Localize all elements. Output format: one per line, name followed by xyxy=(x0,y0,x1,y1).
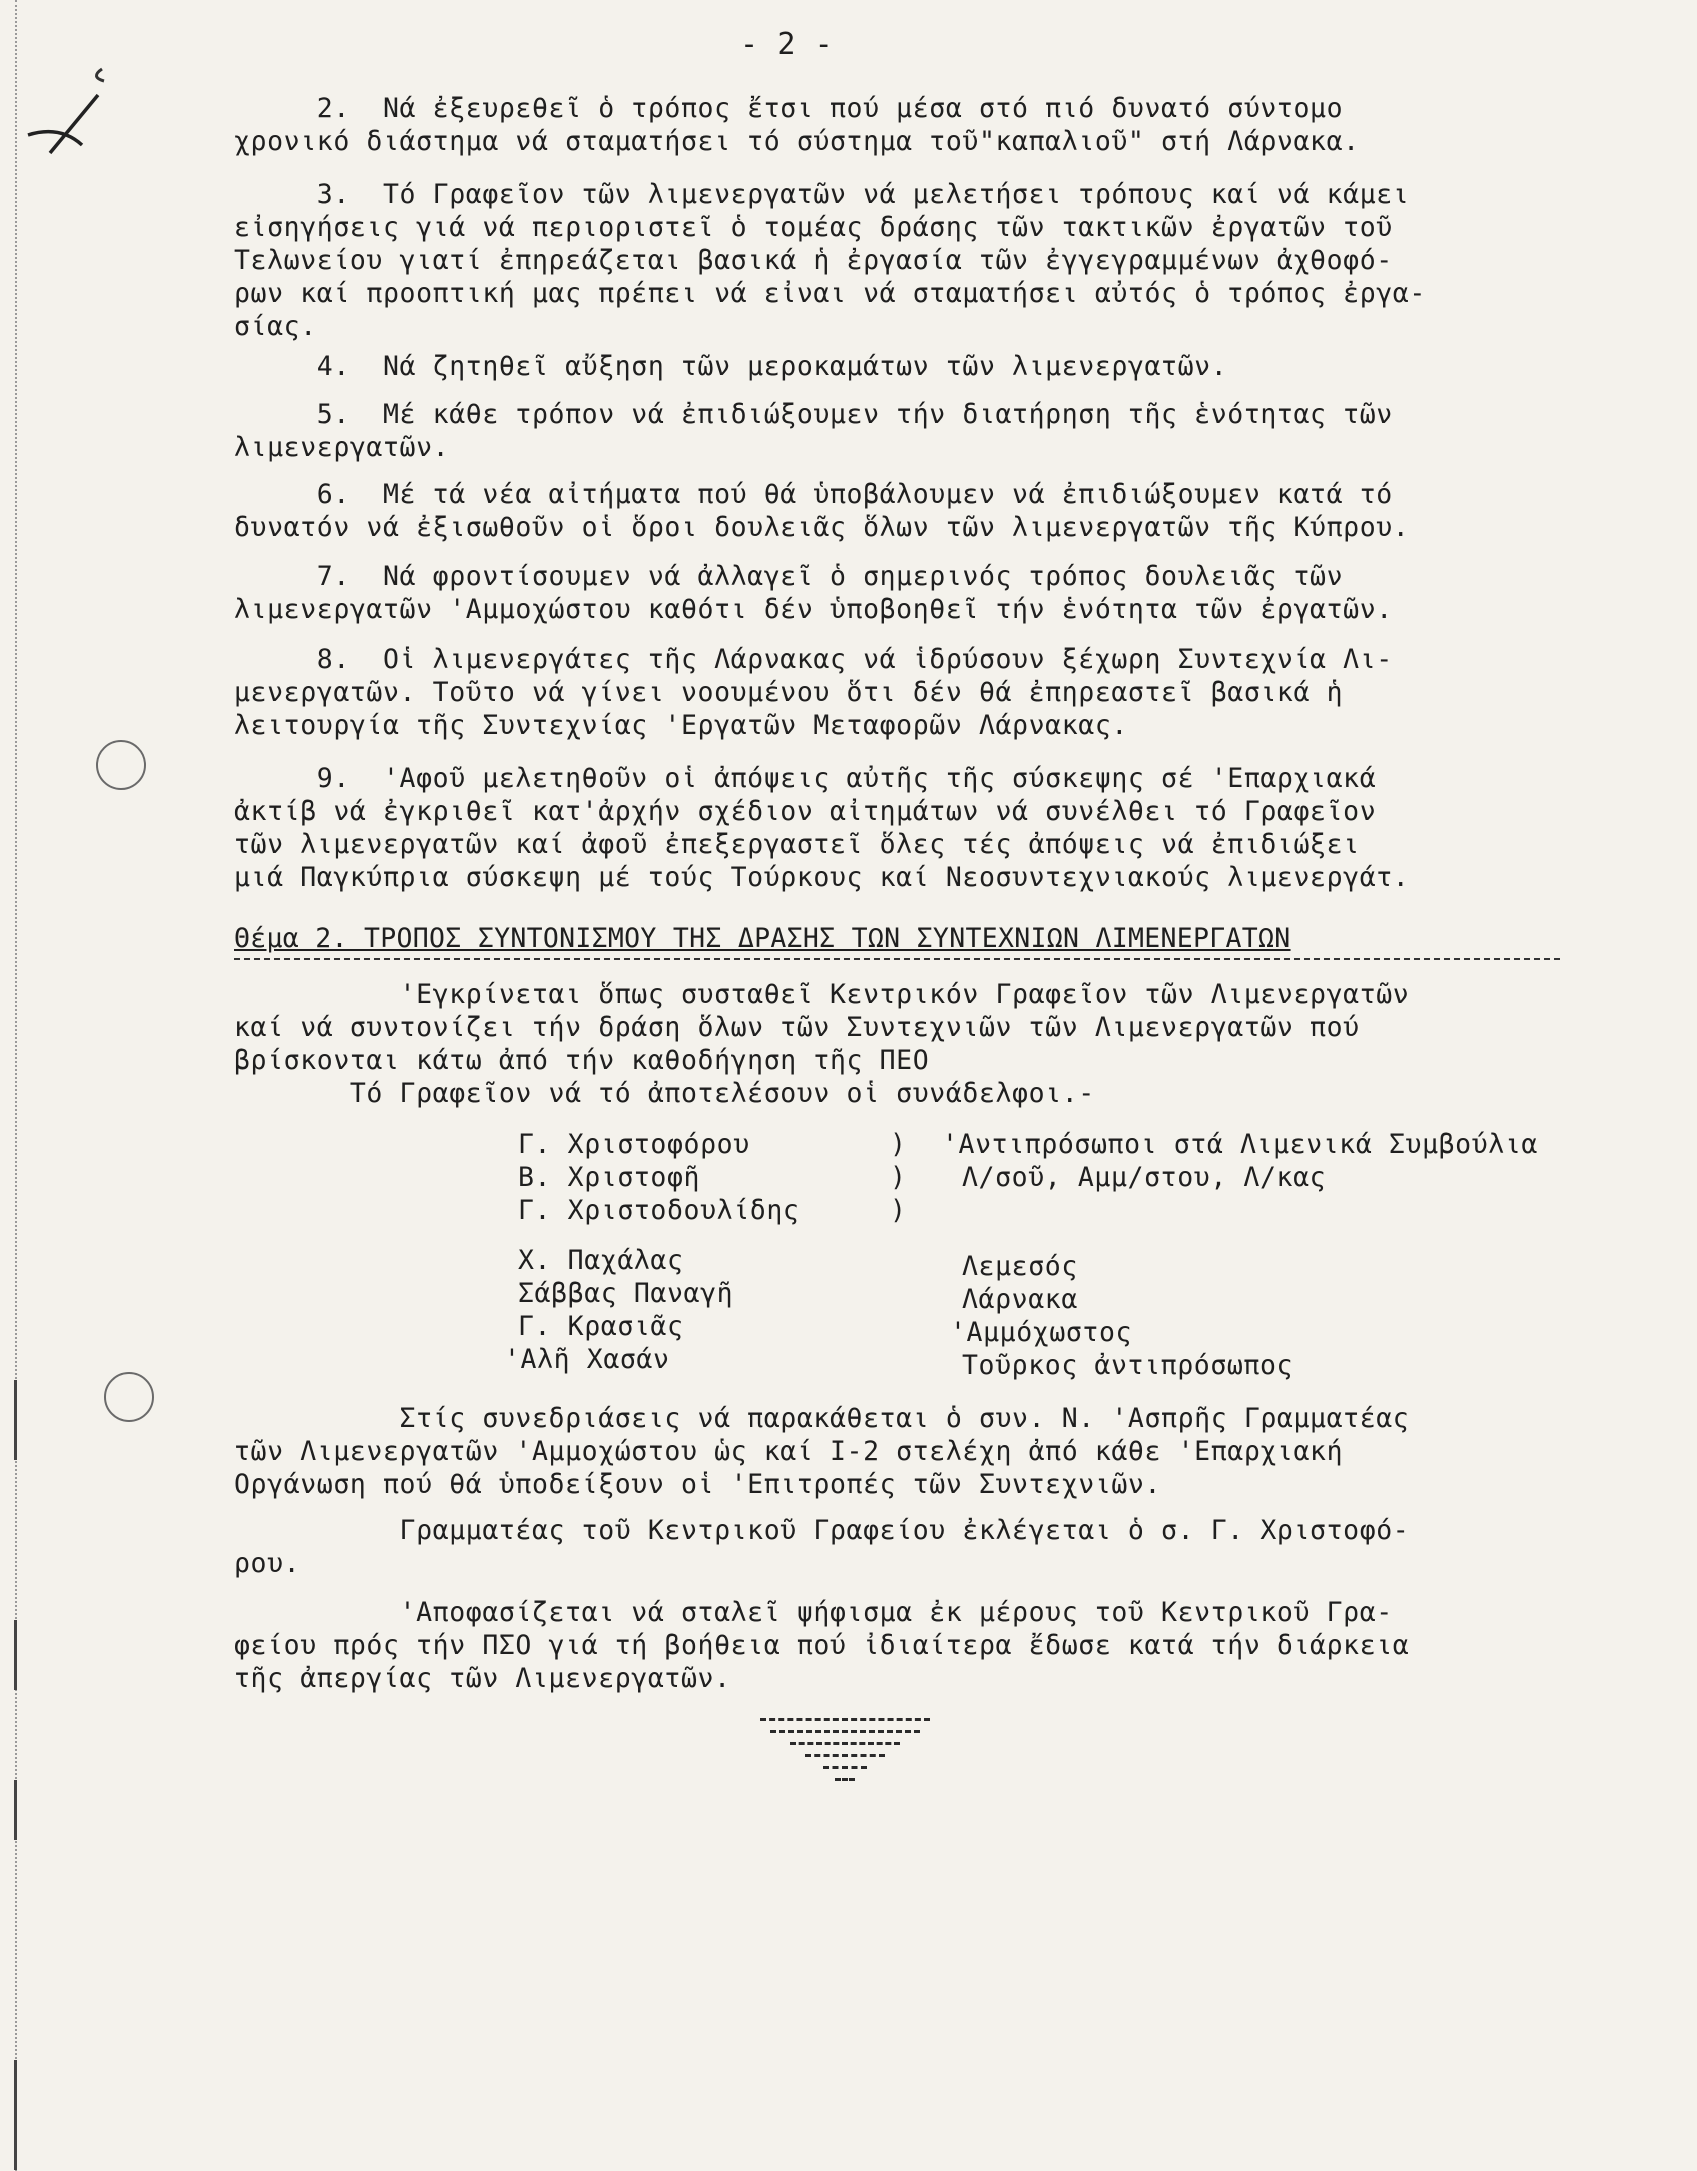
paragraph-6-line: 6. Μέ τά νέα αἰτήματα πού θά ὑποβάλουμεν νά ἐπιδιώξουμεν κατά τό xyxy=(234,479,1393,510)
member-role: Λ/σοῦ, Αμμ/στου, Λ/κας xyxy=(962,1162,1327,1193)
closing-line: Στίς συνεδριάσεις νά παρακάθεται ὁ συν. Ν. 'Ασπρῆς Γραμματέας xyxy=(234,1403,1410,1434)
paragraph-2-line: χρονικό διάστημα νά σταματήσει τό σύστημα τοῦ"καπαλιοῦ" στή Λάρνακα. xyxy=(234,126,1360,157)
member-role: Τοῦρκος ἀντιπρόσωπος xyxy=(962,1350,1294,1381)
closing-line: τῆς ἀπεργίας τῶν Λιμενεργατῶν. xyxy=(234,1663,731,1694)
paragraph-3-line: εἰσηγήσεις γιά νά περιοριστεῖ ὁ τομέας δράσης τῶν τακτικῶν ἐργατῶν τοῦ xyxy=(234,212,1393,243)
paragraph-8-line: 8. Οἱ λιμενεργάτες τῆς Λάρνακας νά ἱδρύσουν ξέχωρη Συντεχνία Λι- xyxy=(234,644,1393,675)
section-intro-line: βρίσκονται κάτω ἀπό τήν καθοδήγηση τῆς ΠΕΟ xyxy=(234,1045,930,1076)
member-role: 'Αμμόχωστος xyxy=(950,1317,1133,1348)
member-name: Γ. Χριστοδουλίδης xyxy=(518,1195,800,1226)
paragraph-7-line: λιμενεργατῶν 'Αμμοχώστου καθότι δέν ὑποβοηθεῖ τήν ἑνότητα τῶν ἐργατῶν. xyxy=(234,594,1393,625)
member-name: Χ. Παχάλας xyxy=(518,1245,684,1276)
left-margin-mark xyxy=(14,1620,17,1690)
paragraph-9-line: ἀκτίβ νά ἐγκριθεῖ κατ'ἀρχήν σχέδιον αἰτημάτων νά συνέλθει τό Γραφεῖον xyxy=(234,796,1377,827)
closing-line: ρου. xyxy=(234,1548,301,1579)
closing-line: Οργάνωση πού θά ὑποδείξουν οἱ 'Επιτροπές τῶν Συντεχνιῶν. xyxy=(234,1469,1162,1500)
closing-line: Γραμματέας τοῦ Κεντρικοῦ Γραφείου ἐκλέγεται ὁ σ. Γ. Χριστοφό- xyxy=(234,1515,1410,1546)
paragraph-3-line: σίας. xyxy=(234,311,317,342)
handwritten-mark-icon xyxy=(20,55,130,155)
closing-line: τῶν Λιμενεργατῶν 'Αμμοχώστου ὡς καί Ι-2 στελέχη ἀπό κάθε 'Επαρχιακή xyxy=(234,1436,1344,1467)
paragraph-3-line: 3. Τό Γραφεῖον τῶν λιμενεργατῶν νά μελετήσει τρόπους καί νά κάμει xyxy=(234,179,1410,210)
brace-mark: ) xyxy=(890,1129,907,1160)
left-margin-mark xyxy=(14,1780,17,1840)
paragraph-9-line: 9. 'Αφοῦ μελετηθοῦν οἱ ἀπόψεις αὐτῆς τῆς σύσκεψης σέ 'Επαρχιακά xyxy=(234,763,1377,794)
left-margin-mark xyxy=(14,2060,17,2170)
paragraph-3-line: Τελωνείου γιατί ἐπηρεάζεται βασικά ἡ ἐργασία τῶν ἐγγεγραμμένων ἀχθοφό- xyxy=(234,245,1393,276)
section-intro-line: Τό Γραφεῖον νά τό ἀποτελέσουν οἱ συνάδελφοι.- xyxy=(234,1078,1095,1109)
closing-line: 'Αποφασίζεται νά σταλεῖ ψήφισμα ἐκ μέρους τοῦ Κεντρικοῦ Γρα- xyxy=(234,1597,1393,1628)
member-name: 'Αλῆ Χασάν xyxy=(504,1344,670,1375)
page-number: - 2 - xyxy=(740,27,834,62)
section-heading: Θέμα 2. ΤΡΟΠΟΣ ΣΥΝΤΟΝΙΣΜΟΥ ΤΗΣ ΔΡΑΣΗΣ ΤΩΝ ΣΥΝΤΕΧΝΙΩΝ ΛΙΜΕΝΕΡΓΑΤΩΝ xyxy=(234,923,1291,954)
paragraph-6-line: δυνατόν νά ἐξισωθοῦν οἱ ὅροι δουλειᾶς ὅλων τῶν λιμενεργατῶν τῆς Κύπρου. xyxy=(234,512,1410,543)
brace-mark: ) xyxy=(890,1195,907,1226)
paragraph-5-line: λιμενεργατῶν. xyxy=(234,432,450,463)
member-name: Γ. Χριστοφόρου xyxy=(518,1129,750,1160)
brace-mark: ) xyxy=(890,1162,907,1193)
punch-hole-icon xyxy=(104,1372,154,1422)
paragraph-2-line: 2. Νά ἐξευρεθεῖ ὁ τρόπος ἔτσι πού μέσα στό πιό δυνατό σύντομο xyxy=(234,93,1344,124)
section-intro-line: 'Εγκρίνεται ὅπως συσταθεῖ Κεντρικόν Γραφεῖον τῶν Λιμενεργατῶν xyxy=(234,979,1410,1010)
heading-dashed-underline xyxy=(234,958,1560,960)
paragraph-9-line: μιά Παγκύπρια σύσκεψη μέ τούς Τούρκους καί Νεοσυντεχνιακούς λιμενεργάτ. xyxy=(234,862,1410,893)
closing-line: φείου πρός τήν ΠΣΟ γιά τή βοήθεια πού ἰδιαίτερα ἔδωσε κατά τήν διάρκεια xyxy=(234,1630,1410,1661)
paragraph-8-line: μενεργατῶν. Τοῦτο νά γίνει νοουμένου ὅτι δέν θά ἐπηρεαστεῖ βασικά ἡ xyxy=(234,677,1344,708)
member-role: Λάρνακα xyxy=(962,1284,1078,1315)
punch-hole-icon xyxy=(96,740,146,790)
left-margin-dotted-line xyxy=(15,0,17,2171)
member-name: Γ. Κρασιᾶς xyxy=(518,1311,684,1342)
paragraph-9-line: τῶν λιμενεργατῶν καί ἀφοῦ ἐπεξεργαστεῖ ὅλες τές ἀπόψεις νά ἐπιδιώξει xyxy=(234,829,1360,860)
left-margin-mark xyxy=(14,1380,17,1460)
end-of-text-mark xyxy=(760,1718,930,1790)
paragraph-7-line: 7. Νά φροντίσουμεν νά ἀλλαγεῖ ὁ σημερινός τρόπος δουλειᾶς τῶν xyxy=(234,561,1344,592)
member-name: Σάββας Παναγῆ xyxy=(518,1278,734,1309)
member-role: 'Αντιπρόσωποι στά Λιμενικά Συμβούλια xyxy=(942,1129,1538,1160)
paragraph-5-line: 5. Μέ κάθε τρόπον νά ἐπιδιώξουμεν τήν διατήρηση τῆς ἑνότητας τῶν xyxy=(234,399,1393,430)
paragraph-8-line: λειτουργία τῆς Συντεχνίας 'Εργατῶν Μεταφορῶν Λάρνακας. xyxy=(234,710,1128,741)
paragraph-3-line: ρων καί προοπτική μας πρέπει νά εἰναι νά σταματήσει αὐτός ὁ τρόπος ἐργα- xyxy=(234,278,1426,309)
section-intro-line: καί νά συντονίζει τήν δράση ὅλων τῶν Συντεχνιῶν τῶν Λιμενεργατῶν πού xyxy=(234,1012,1360,1043)
paragraph-4-line: 4. Νά ζητηθεῖ αὔξηση τῶν μεροκαμάτων τῶν λιμενεργατῶν. xyxy=(234,351,1228,382)
member-name: Β. Χριστοφῆ xyxy=(518,1162,701,1193)
member-role: Λεμεσός xyxy=(962,1251,1078,1282)
